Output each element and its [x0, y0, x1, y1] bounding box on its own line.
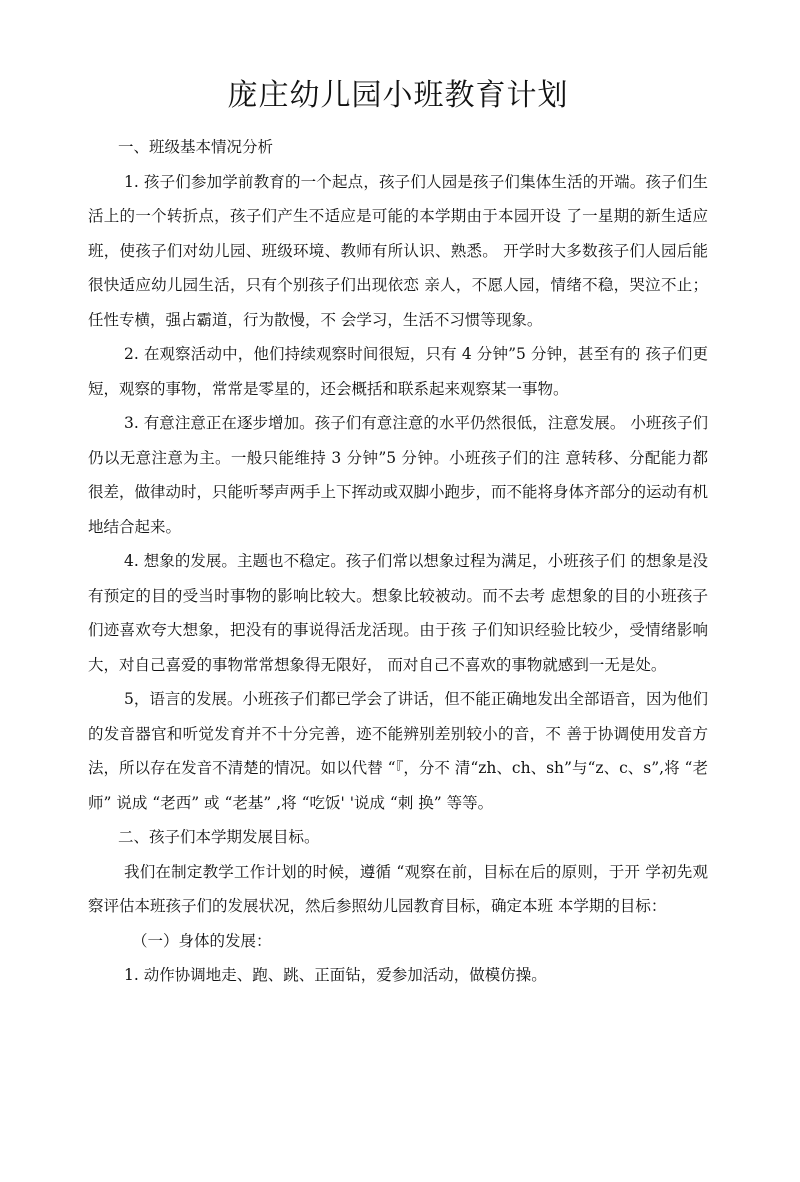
paragraph-4: 4. 想象的发展。主题也不稳定。孩子们常以想象过程为满足，小班孩子们 的想象是没有预定的目的受当时事物的影响比较大。想象比较被动。而不去考 虑想象的目的小班孩子们迹喜欢夸大想象，把没有的事说得活龙活现。由于孩 子们知识经验比较少，受情绪影响大，对自己喜爱的事物常常想象得无限好， 而对自己不喜欢的事物就感到一无是处。: [88, 552, 708, 674]
subsection-heading: （一）身体的发展：: [132, 931, 272, 950]
section-heading-1: 一、班级基本情况分析: [118, 138, 274, 156]
subsection-item-1: 1. 动作协调地走、跑、跳、正面钻，爱参加活动，做模仿操。: [124, 966, 547, 984]
document-body: [88, 130, 708, 993]
paragraph-5: 5，语言的发展。小班孩子们都已学会了讲话，但不能正确地发出全部语音，因为他们的发音器官和听觉发育并不十分完善，迹不能辨别差别较小的音，不 善于协调使用发音方法，所以存在发音不清楚的情况。如以代替 “『，分不 清“zh、ch、sh”与“z、c、s”,将 “老师” 说成 “老西” 或 “老基” ,将 “吃饭' '说成 “刺 换” 等等。: [88, 690, 708, 812]
section-2-paragraph: 我们在制定教学工作计划的时候，遵循 “观察在前，目标在后的原则，于开 学初先观察评估本班孩子们的发展状况，然后参照幼儿园教育目标，确定本班 本学期的目标：: [88, 862, 708, 915]
section-heading-2: 二、孩子们本学期发展目标。: [118, 828, 320, 846]
paragraph-1: 1. 孩子们参加学前教育的一个起点，孩子们人园是孩子们集体生活的开端。孩子们生活上的一个转折点，孩子们产生不适应是可能的本学期由于本园开设 了一星期的新生适应班，使孩子们对幼儿园、班级环境、教师有所认识、熟悉。 开学时大多数孩子们人园后能很快适应幼儿园生活，只有个别孩子们出现依恋 亲人，不愿人园，情绪不稳，哭泣不止；任性专横，强占霸道，行为散慢，不 会学习，生活不习惯等现象。: [88, 172, 708, 329]
paragraph-3: 3. 有意注意正在逐步增加。孩子们有意注意的水平仍然很低，注意发展。 小班孩子们仍以无意注意为主。一般只能维持 3 分钟”5 分钟。小班孩子们的注 意转移、分配能力都很差，做律动时，只能听琴声两手上下挥动或双脚小跑步，而不能将身体齐部分的运动有机地结合起来。: [88, 414, 709, 536]
paragraph-2: 2. 在观察活动中，他们持续观察时间很短，只有 4 分钟”5 分钟，甚至有的 孩子们更短，观察的事物，常常是零星的，还会概括和联系起来观察某一事物。: [88, 345, 708, 398]
document-title: 庞庄幼儿园小班教育计划: [227, 78, 569, 113]
